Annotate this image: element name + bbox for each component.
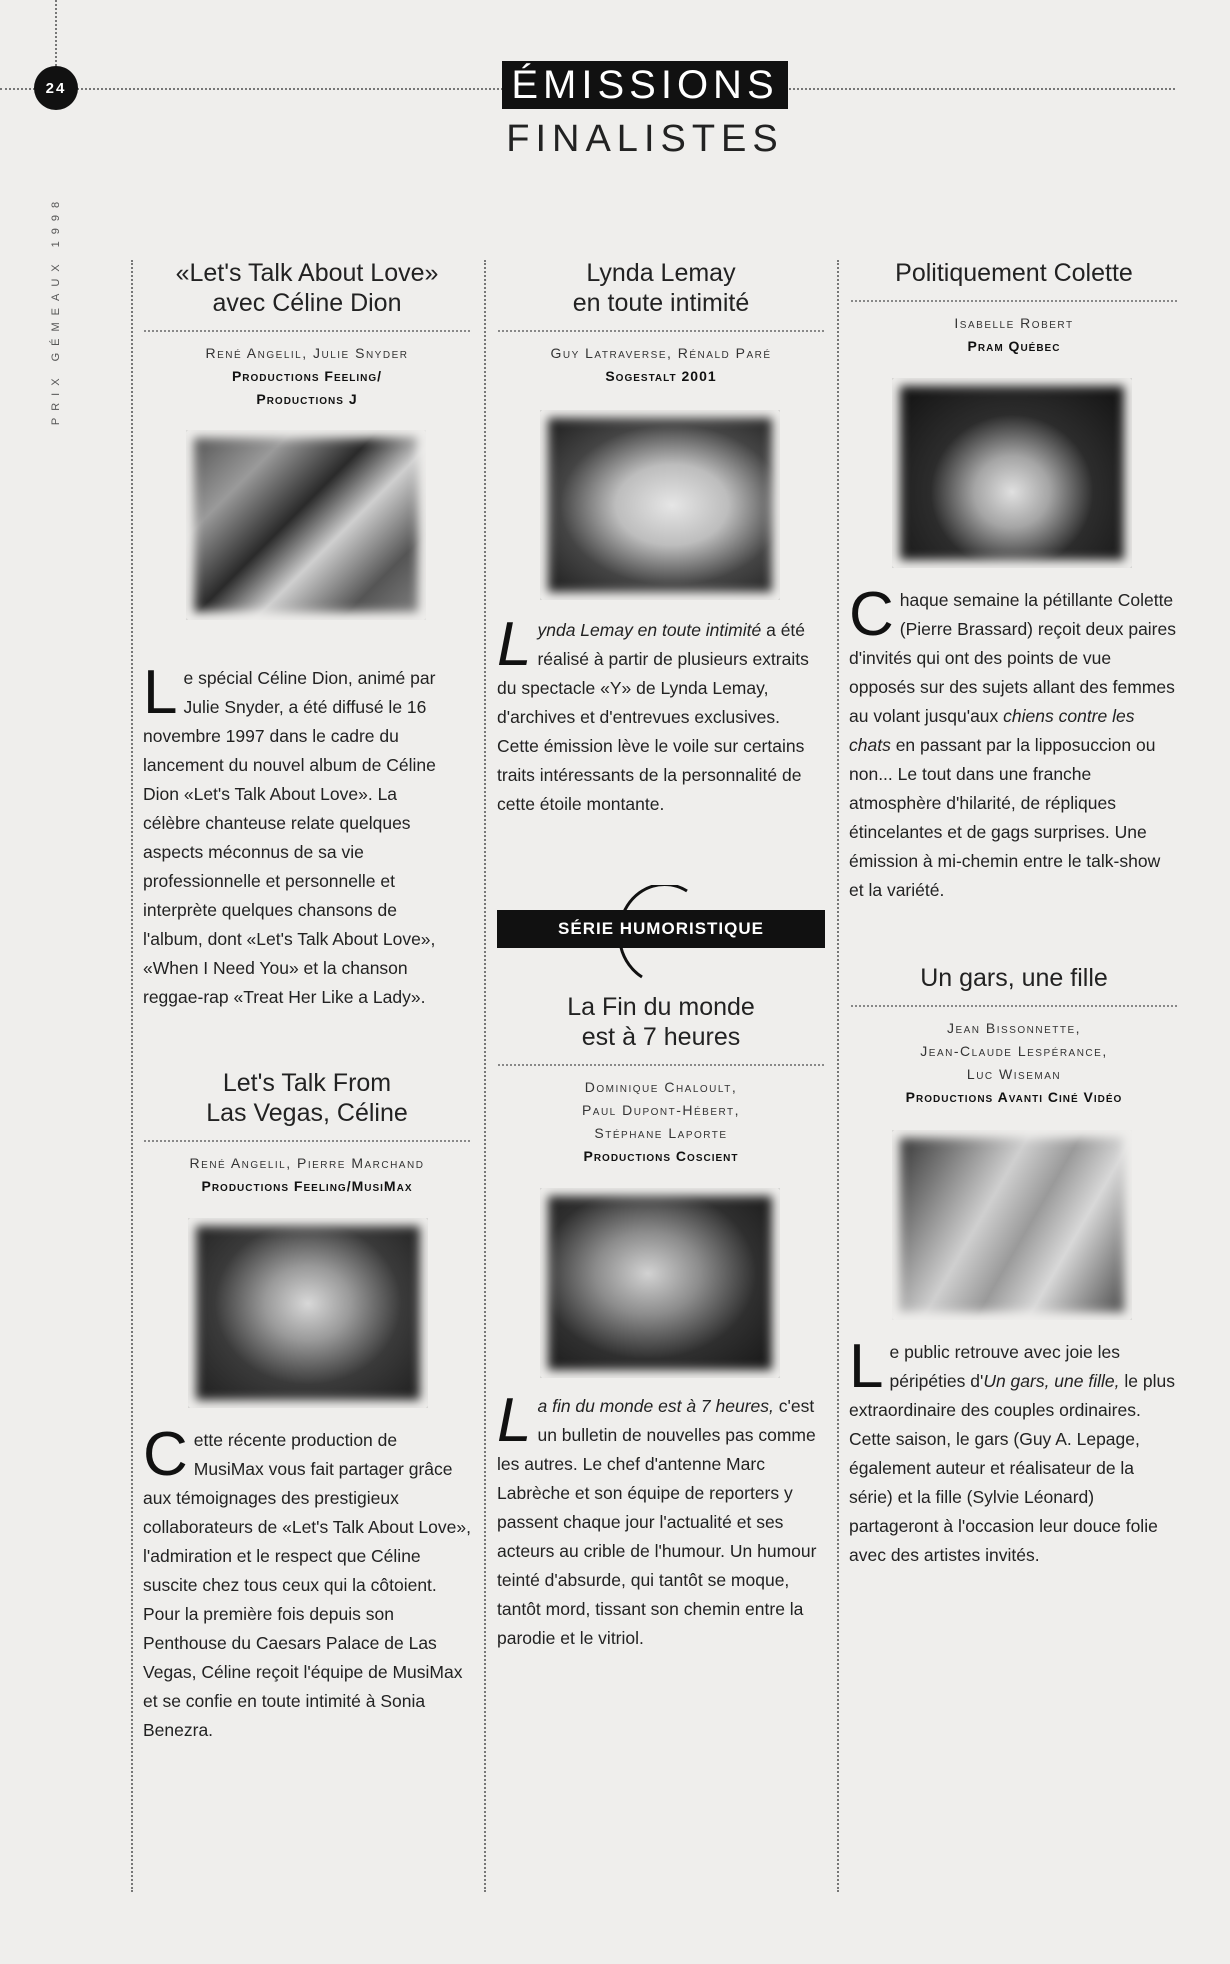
show-description: Cette récente production de MusiMax vous fait partager grâce aux témoignages des prestigieux collaborateurs de «Let's Talk About Love», l'admiration et le respect que Céline suscite chez tous ceux qui la côtoient. Pour la première fois depuis son Penthouse du Caesars Palace de Las Vegas, Céline reçoit l'équipe de MusiMax et se confie en toute intimité à Sonia Benezra.	[143, 1420, 471, 1740]
page-number-badge: 24	[34, 66, 78, 110]
dotted-divider	[851, 300, 1177, 302]
producer-line: Productions Coscient	[583, 1148, 739, 1164]
show-title: «Let's Talk About Love»	[175, 259, 439, 287]
producer-line: Productions J	[256, 391, 358, 407]
photo-marc-labreche	[540, 1188, 780, 1378]
category-band: SÉRIE HUMORISTIQUE	[497, 910, 825, 948]
show-heading	[496, 258, 826, 388]
photo-un-gars-une-fille	[892, 1130, 1132, 1320]
page-subtitle: FINALISTES	[506, 118, 784, 160]
show-description: Le public retrouve avec joie les péripéties d'Un gars, une fille, le plus extraordinaire des couples ordinaires. Cette saison, le gars (Guy A. Lepage, également auteur et réalisateur de la série) et la fille (Sylvie Léonard) partageront à l'occasion leur douce folie avec des artistes invités.	[849, 1332, 1175, 1565]
show-title: en toute intimité	[572, 289, 750, 317]
credit-line: Dominique Chaloult,	[584, 1079, 738, 1095]
credit-line: Jean-Claude Lespérance,	[920, 1043, 1108, 1059]
credit-line: Isabelle Robert	[954, 315, 1074, 331]
show-heading	[849, 258, 1179, 358]
show-title: avec Céline Dion	[212, 289, 402, 317]
side-label: PRIX GÉMEAUX 1998	[50, 194, 62, 426]
photo-celine-portrait	[188, 1218, 428, 1408]
credit-line: René Angelil, Julie Snyder	[205, 345, 409, 361]
show-heading	[496, 992, 826, 1168]
producer-line: Pram Québec	[967, 338, 1061, 354]
photo-lynda-lemay	[540, 410, 780, 600]
column-divider	[837, 260, 839, 1892]
credit-line: Jean Bissonnette,	[946, 1020, 1082, 1036]
credit-line: Paul Dupont-Hébert,	[581, 1102, 741, 1118]
credit-line: Stéphane Laporte	[594, 1125, 728, 1141]
show-title: Las Vegas, Céline	[206, 1099, 408, 1127]
show-description: Le spécial Céline Dion, animé par Julie Snyder, a été diffusé le 16 novembre 1997 dans le cadre du lancement du nouvel album de Céline Dion «Let's Talk About Love». La célèbre chanteuse relate quelques aspects méconnus de sa vie professionnelle et personnelle et interprète quelques chansons de l'album, dont «Let's Talk About Love», «When I Need You» et la chanson reggae-rap «Treat Her Like a Lady».	[143, 658, 436, 1007]
show-title: La Fin du monde	[567, 993, 755, 1021]
producer-line: Productions Feeling/MusiMax	[201, 1178, 413, 1194]
column-divider	[131, 260, 133, 1892]
show-title: est à 7 heures	[581, 1023, 741, 1051]
show-title: Let's Talk From	[222, 1069, 392, 1097]
credit-line: René Angelil, Pierre Marchand	[189, 1155, 425, 1171]
photo-colette	[892, 378, 1132, 568]
show-description: Lynda Lemay en toute intimité a été réalisé à partir de plusieurs extraits du spectacle «Y» de Lynda Lemay, d'archives et d'entrevues exclusives. Cette émission lève le voile sur certains traits intéressants de la personnalité de cette étoile montante.	[497, 610, 809, 814]
show-title: Un gars, une fille	[920, 964, 1108, 992]
show-heading	[142, 1068, 472, 1198]
show-title: Politiquement Colette	[895, 259, 1133, 287]
show-heading	[849, 963, 1179, 1109]
photo-celine-dion-talkshow	[186, 430, 426, 620]
show-heading	[142, 258, 472, 411]
show-description: Chaque semaine la pétillante Colette (Pierre Brassard) reçoit deux paires d'invités qui ont des points de vue opposés sur des sujets allant des femmes au volant jusqu'aux chiens contre les chats en passant par la lipposuccion ou non... Le tout dans une franche atmosphère d'hilarité, de répliques étincelantes et de gags surprises. Une émission à mi-chemin entre le talk-show et la variété.	[849, 580, 1176, 900]
credit-line: Guy Latraverse, Rénald Paré	[550, 345, 772, 361]
column-divider	[484, 260, 486, 1892]
page-title: ÉMISSIONS	[502, 61, 788, 109]
show-title: Lynda Lemay	[586, 259, 736, 287]
dotted-divider	[851, 1005, 1177, 1007]
producer-line: Productions Avanti Ciné Vidéo	[905, 1089, 1123, 1105]
dotted-divider	[144, 1140, 470, 1142]
dotted-divider	[498, 330, 824, 332]
show-description: La fin du monde est à 7 heures, c'est un bulletin de nouvelles pas comme les autres. Le chef d'antenne Marc Labrèche et son équipe de reporters y passent chaque jour l'actualité et ses acteurs au crible de l'humour. Un humour teinté d'absurde, qui tantôt se moque, tantôt mord, tissant son chemin entre la parodie et le vitriol.	[497, 1386, 817, 1648]
producer-line: Productions Feeling/	[231, 368, 383, 384]
producer-line: Sogestalt 2001	[605, 368, 717, 384]
credit-line: Luc Wiseman	[966, 1066, 1062, 1082]
top-dotted-connector	[55, 0, 57, 66]
dotted-divider	[144, 330, 470, 332]
dotted-divider	[498, 1064, 824, 1066]
